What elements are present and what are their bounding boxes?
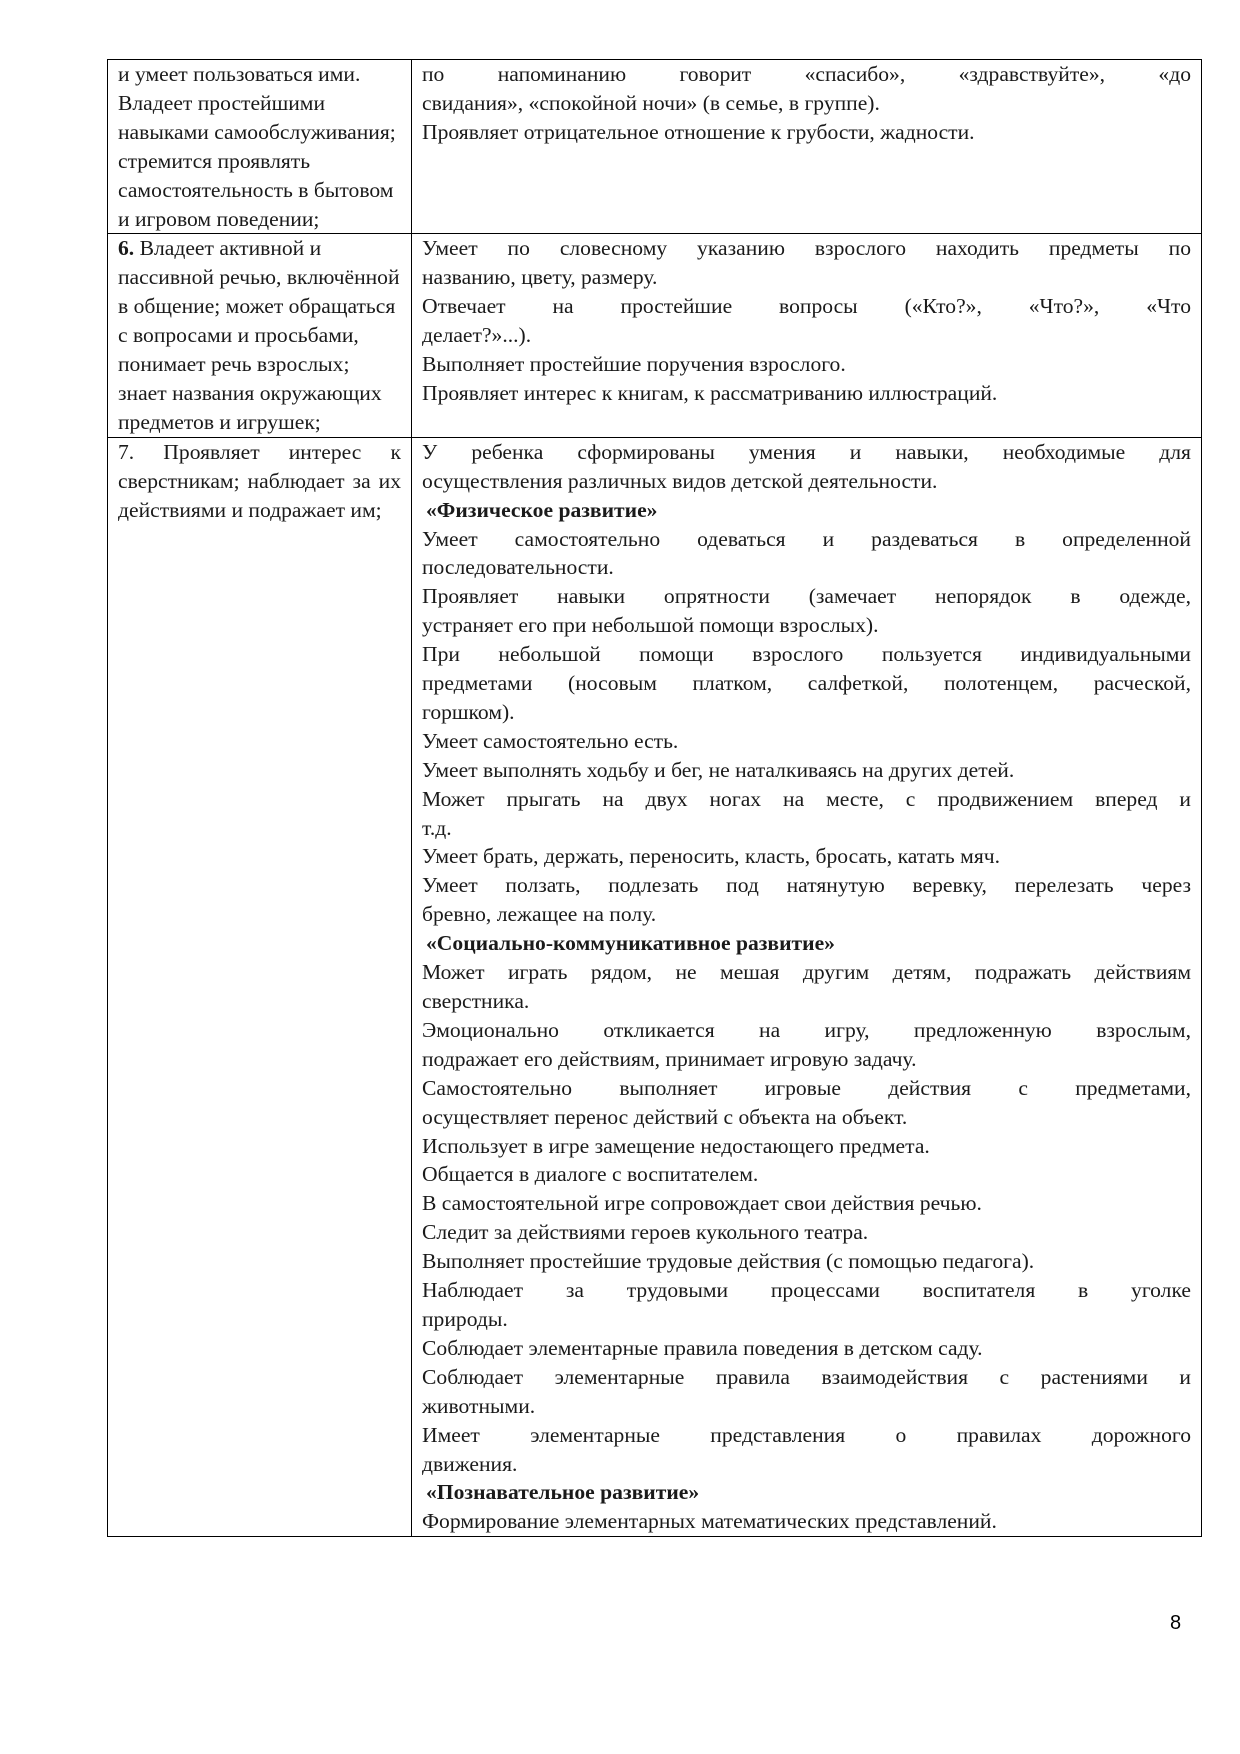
description-line: Отвечает на простейшие вопросы («Кто?», «Что?», «Что bbox=[422, 294, 1191, 319]
description-line: Самостоятельно выполняет игровые действия с предметами, bbox=[422, 1075, 1191, 1100]
description-line: Наблюдает за трудовыми процессами воспитателя в уголке bbox=[422, 1278, 1191, 1303]
description-line: При небольшой помощи взрослого пользуется индивидуальными bbox=[422, 642, 1191, 667]
description-line: Может прыгать на двух ногах на месте, с продвижением вперед и bbox=[422, 786, 1191, 811]
description-line: природы. bbox=[422, 1306, 508, 1331]
description-line: В самостоятельной игре сопровождает свои действия речью. bbox=[422, 1191, 982, 1216]
section-heading: «Социально-коммуникативное развитие» bbox=[426, 931, 835, 956]
indicator-text bbox=[118, 234, 401, 436]
description-line: Умеет самостоятельно есть. bbox=[422, 728, 679, 753]
description-line: по напоминанию говорит «спасибо», «здравствуйте», «до bbox=[422, 62, 1191, 86]
description-line: Выполняет простейшие трудовые действия (с помощью педагога). bbox=[422, 1249, 1035, 1274]
description-line: горшком). bbox=[422, 699, 515, 724]
description-line: делает?»...). bbox=[422, 323, 532, 348]
description-line: последовательности. bbox=[422, 555, 614, 580]
description-line: предметами (носовым платком, салфеткой, полотенцем, расческой, bbox=[422, 671, 1191, 696]
page-number: 8 bbox=[1170, 1612, 1182, 1634]
description-line: бревно, лежащее на полу. bbox=[422, 902, 657, 927]
description-line: сверстника. bbox=[422, 989, 530, 1013]
description-line: Соблюдает элементарные правила взаимодействия с растениями и bbox=[422, 1364, 1191, 1389]
indicator-cell bbox=[108, 234, 412, 437]
description-line: Эмоционально откликается на игру, предложенную взрослым, bbox=[422, 1017, 1191, 1042]
indicator-number: 6. bbox=[118, 236, 135, 261]
criteria-table-body bbox=[108, 60, 1202, 1537]
description-line: осуществляет перенос действий с объекта на объект. bbox=[422, 1104, 908, 1129]
section-heading: «Физическое развитие» bbox=[426, 497, 658, 522]
description-line: Следит за действиями героев кукольного театра. bbox=[422, 1220, 869, 1245]
description-line: названию, цвету, размеру. bbox=[422, 265, 658, 290]
description-line: Может играть рядом, не мешая другим детям, подражать действиям bbox=[422, 960, 1191, 985]
description-line: Проявляет отрицательное отношение к грубости, жадности. bbox=[422, 119, 975, 144]
indicator-cell bbox=[108, 437, 412, 1536]
description-line: Умеет выполнять ходьбу и бег, не наталкиваясь на других детей. bbox=[422, 757, 1015, 782]
description-line: Соблюдает элементарные правила поведения в детском саду. bbox=[422, 1335, 983, 1360]
indicator-body: Владеет активной и пассивной речью, включённой в общение; может обращаться с вопросами и просьбами, понимает речь взрослых; знает названия окружающих предметов и игрушек; bbox=[118, 236, 400, 434]
indicator-cell bbox=[108, 60, 412, 234]
description-line: Выполняет простейшие поручения взрослого. bbox=[422, 352, 846, 377]
description-cell bbox=[412, 234, 1202, 437]
description-line: устраняет его при небольшой помощи взрослых). bbox=[422, 613, 879, 638]
indicator-number: 7. bbox=[118, 439, 135, 464]
criteria-table bbox=[107, 59, 1202, 1537]
description-line: движения. bbox=[422, 1451, 518, 1476]
description-line: свидания», «спокойной ночи» (в семье, в группе). bbox=[422, 90, 880, 115]
description-line: Умеет по словесному указанию взрослого находить предметы по bbox=[422, 236, 1191, 261]
description-line: Проявляет интерес к книгам, к рассматриванию иллюстраций. bbox=[422, 380, 998, 405]
indicator-text: и умеет пользоваться ими. Владеет простейшими навыками самообслуживания; стремится проявлять самостоятельность в бытовом и игровом поведении; bbox=[118, 62, 396, 231]
description-line: т.д. bbox=[422, 815, 452, 840]
description-line: Использует в игре замещение недостающего предмета. bbox=[422, 1133, 930, 1158]
indicator-text bbox=[118, 438, 401, 525]
description-cell bbox=[412, 60, 1202, 234]
description-line: животными. bbox=[422, 1393, 536, 1418]
description-line: Умеет ползать, подлезать под натянутую веревку, перелезать через bbox=[422, 873, 1191, 898]
description-cell bbox=[412, 437, 1202, 1536]
description-line: подражает его действиям, принимает игровую задачу. bbox=[422, 1046, 917, 1071]
table-row bbox=[108, 60, 1202, 234]
description-line: Общается в диалоге с воспитателем. bbox=[422, 1162, 759, 1187]
description-line: У ребенка сформированы умения и навыки, необходимые для bbox=[422, 439, 1191, 464]
description-line: осуществления различных видов детской деятельности. bbox=[422, 468, 938, 493]
description-line: Умеет самостоятельно одеваться и раздеваться в определенной bbox=[422, 526, 1191, 551]
description-line: Имеет элементарные представления о правилах дорожного bbox=[422, 1422, 1191, 1447]
description-line: Проявляет навыки опрятности (замечает непорядок в одежде, bbox=[422, 584, 1191, 609]
description-line: Умеет брать, держать, переносить, класть, бросать, катать мяч. bbox=[422, 844, 1001, 869]
table-row bbox=[108, 437, 1202, 1536]
description-line: Формирование элементарных математических представлений. bbox=[422, 1509, 997, 1534]
indicator-body: Проявляет интерес к сверстникам; наблюдает за их действиями и подражает им; bbox=[118, 439, 401, 522]
section-heading: «Познавательное развитие» bbox=[426, 1480, 700, 1505]
table-row bbox=[108, 234, 1202, 437]
